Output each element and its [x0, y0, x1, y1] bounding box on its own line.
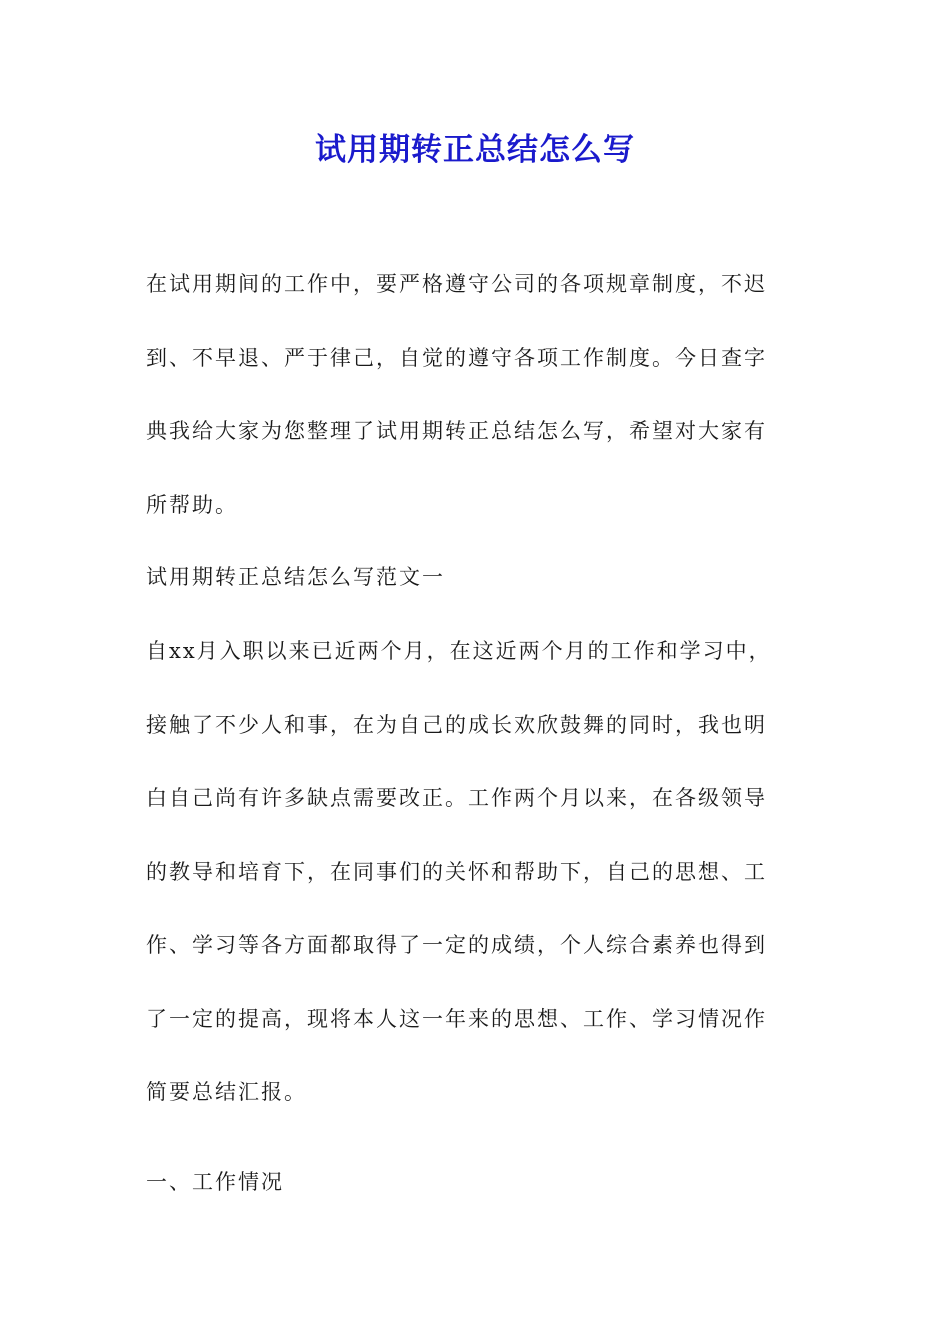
intro-line: 到、不早退、严于律己，自觉的遵守各项工作制度。今日查字 — [146, 345, 767, 370]
body-paragraph — [146, 615, 804, 1130]
body-line: 简要总结汇报。 — [146, 1080, 307, 1104]
section-heading: 试用期转正总结怎么写范文一 — [146, 565, 445, 589]
body-line: 自xx月入职以来已近两个月，在这近两个月的工作和学习中， — [146, 639, 772, 663]
intro-line: 典我给大家为您整理了试用期转正总结怎么写，希望对大家有 — [146, 419, 767, 443]
intro-line: 在试用期间的工作中，要严格遵守公司的各项规章制度，不迟 — [146, 272, 767, 296]
subsection-heading: 一、工作情况 — [146, 1170, 284, 1194]
intro-paragraph — [146, 248, 804, 542]
body-line: 作、学习等各方面都取得了一定的成绩，个人综合素养也得到 — [146, 933, 767, 957]
document-title: 试用期转正总结怎么写 — [315, 132, 635, 168]
body-line: 了一定的提高，现将本人这一年来的思想、工作、学习情况作 — [146, 1006, 767, 1031]
intro-line: 所帮助。 — [146, 492, 238, 517]
body-line: 的教导和培育下，在同事们的关怀和帮助下，自己的思想、工 — [146, 859, 767, 884]
body-line: 接触了不少人和事，在为自己的成长欢欣鼓舞的同时，我也明 — [146, 712, 767, 737]
body-line: 白自己尚有许多缺点需要改正。工作两个月以来，在各级领导 — [146, 786, 767, 810]
